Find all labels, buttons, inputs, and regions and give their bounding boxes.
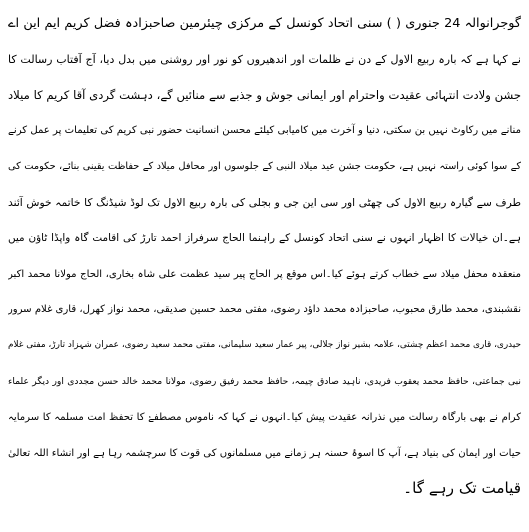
article-line-5: کے سوا کوئی راستہ نہیں ہے، حکومت جشن عید میلاد النبی کے جلوسوں اور محافل میلاد کے حفاظت یقینی بنائے، حکومت کی	[8, 161, 521, 173]
article-line-9: نقشبندی، محمد طارق محبوب، صاحبزادہ محمد داؤد رضوی، مفتی محمد حسین صدیقی، محمد نواز کھرل، قاری غلام سرور	[8, 304, 521, 316]
article-line-13: حیات اور ایمان کی بنیاد ہے، آپ کا اسوۂ حسنہ ہر زمانے میں مسلمانوں کی قوت کا سرچشمہ رہا ہے اور انشاء اللہ تعالیٰ	[8, 447, 521, 459]
article-line-3: جشن ولادت انتہائی عقیدت واحترام اور ایمانی جوش و جذبے سے منائیں گے، دہشت گردی آقا کریم کا میلاد	[8, 87, 521, 102]
article-line-7: ہے۔ان خیالات کا اظہار انہوں نے سنی اتحاد کونسل کے راہنما الحاج سرفراز احمد تارڑ کی اقامت گاہ واپڈا ٹاؤن میں	[8, 231, 521, 244]
article-line-11: نبی جماعتی، حافظ محمد یعقوب فریدی، ناہید صادق چیمہ، حافظ محمد رفیق رضوی، مولانا محمد خالد حسن مجددی اور دیگر علماء	[8, 375, 521, 387]
article-line-1: گوجرانوالہ 24 جنوری ( ) سنی اتحاد کونسل کے مرکزی چیئرمین صاحبزادہ فضل کریم ایم این اے	[8, 16, 521, 31]
article-line-14: قیامت تک رہے گا۔	[403, 479, 521, 498]
article-line-6: طرف سے گیارہ ربیع الاول کی چھٹی اور سی این جی و بجلی کی بارہ ربیع الاول تک لوڈ شیڈنگ کا خاتمہ خوش آئند	[8, 195, 521, 209]
article-line-8: منعقدہ محفل میلاد سے خطاب کرتے ہوئے کیا۔اس موقع پر الحاج پیر سید عظمت علی شاہ بخاری، الحاج مولانا محمد اکبر	[8, 268, 521, 280]
article-line-2: نے کہا ہے کہ بارہ ربیع الاول کے دن نے ظلمات اور اندھیروں کو نور اور روشنی میں بدل دیا، آج آفتاب رسالت کا	[8, 52, 521, 66]
article-line-10: حیدری، قاری محمد اعظم چشتی، علامہ بشیر نواز جلالی، پیر عمار سعید سلیمانی، مفتی محمد سعید رضوی، عمران شہزاد تارڑ، مفتی غلام	[8, 340, 521, 351]
article-line-4: منانے میں رکاوٹ نہیں بن سکتی، دنیا و آخرت میں کامیابی کیلئے محسن انسانیت حضور نبی کریم کی تعلیمات پر عمل کرنے	[8, 125, 521, 137]
article-line-12: کرام نے بھی بارگاہ رسالت میں نذرانہ عقیدت پیش کیا۔انہوں نے کہا کہ ناموس مصطفےٰ کا تحفظ امت مسلمہ کا سرمایہ	[8, 411, 521, 423]
